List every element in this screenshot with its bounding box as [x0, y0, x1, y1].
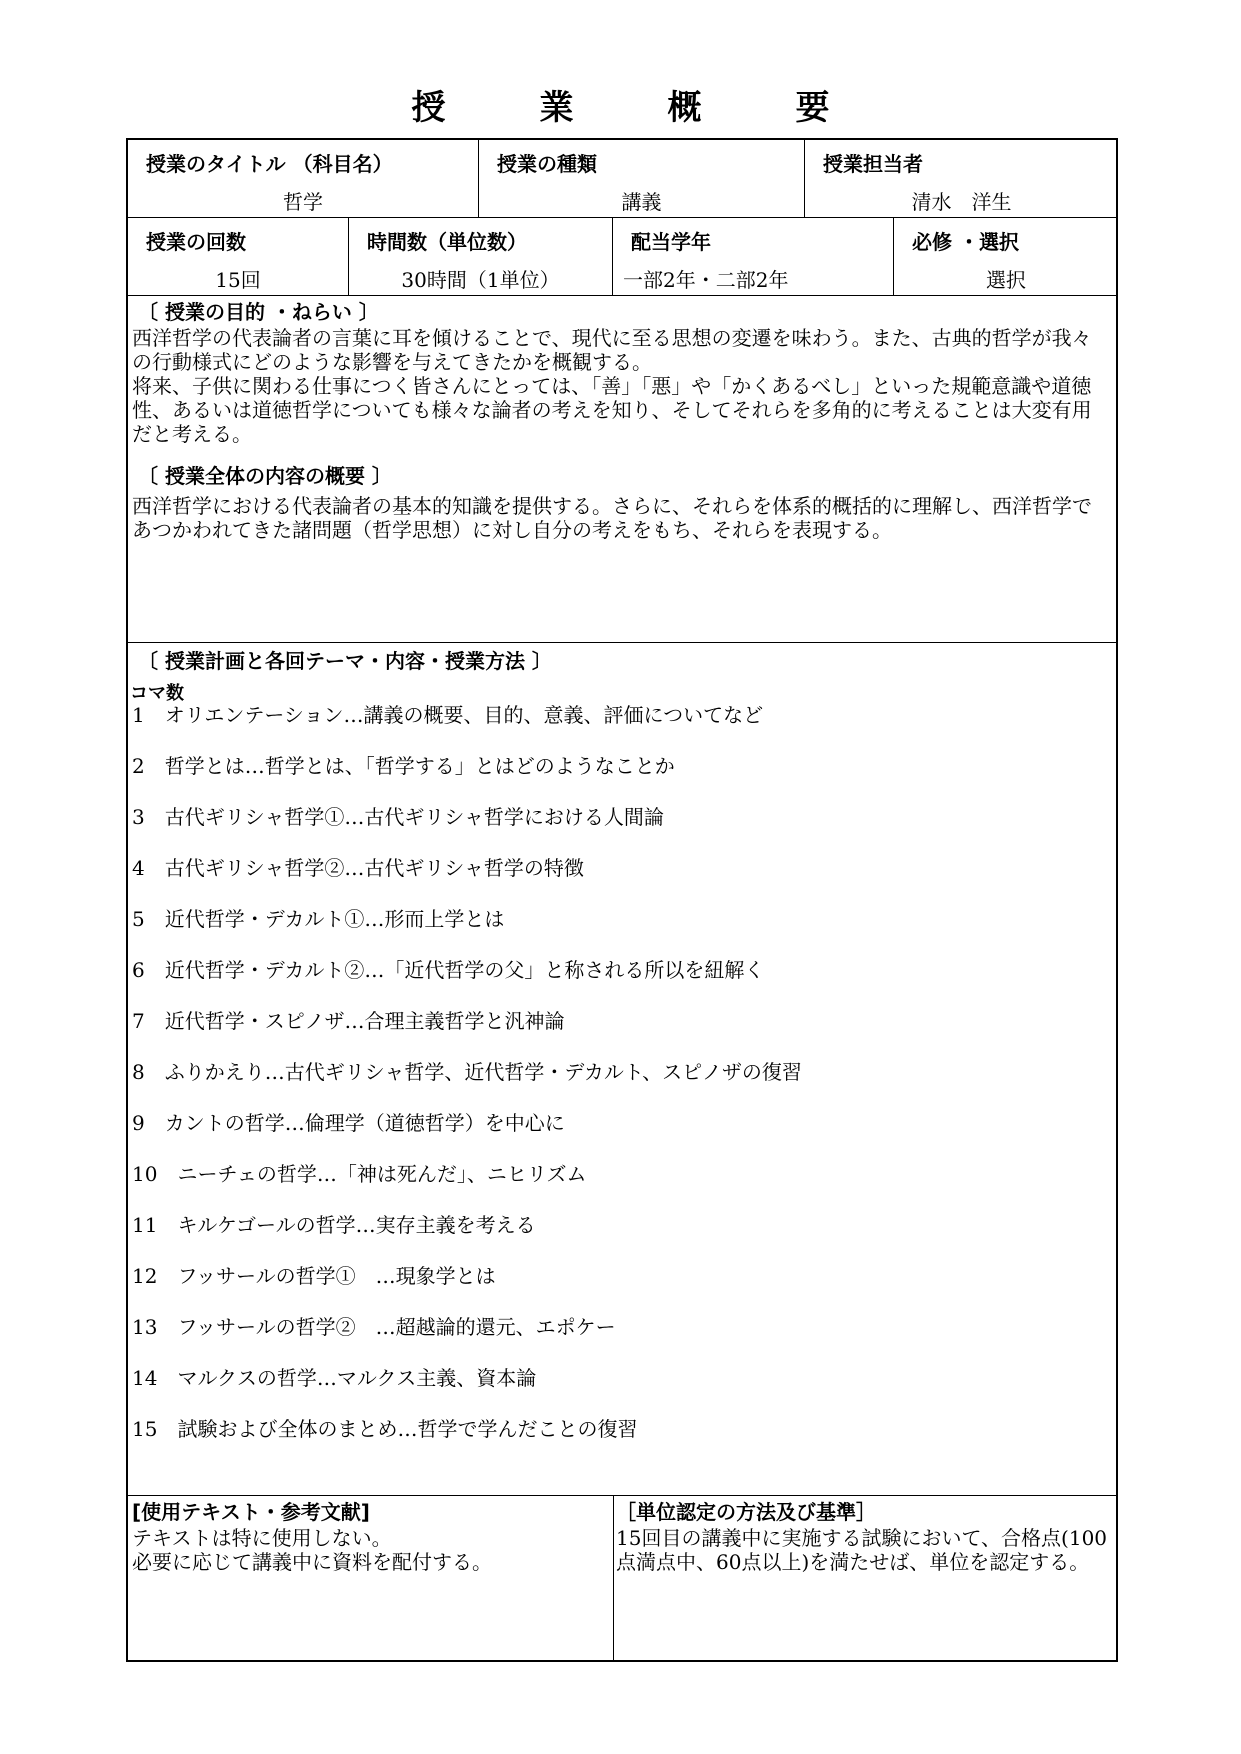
plan-item-5: 5 近代哲学・デカルト①…形而上学とは — [132, 907, 505, 931]
bottom-section — [128, 1496, 1116, 1662]
grading-heading: ［単位認定の方法及び基準］ — [616, 1500, 876, 1524]
header-row-2 — [128, 218, 1116, 296]
plan-item-11: 11 キルケゴールの哲学…実存主義を考える — [132, 1213, 536, 1237]
sessions-label: 授業の回数 — [146, 230, 246, 254]
plan-item-1: 1 オリエンテーション…講義の概要、目的、意義、評価についてなど — [132, 703, 764, 727]
required-value: 選択 — [986, 268, 1026, 292]
course-type-label: 授業の種類 — [497, 152, 597, 176]
required-cell — [894, 218, 1118, 295]
header-row-1 — [128, 140, 1116, 218]
course-title-cell — [128, 140, 479, 217]
textbooks-heading: [使用テキスト・参考文献] — [132, 1500, 370, 1524]
plan-item-4: 4 古代ギリシャ哲学②…古代ギリシャ哲学の特徴 — [132, 856, 584, 880]
textbooks-line-1: テキストは特に使用しない。 — [132, 1526, 392, 1550]
sessions-value: 15回 — [215, 268, 261, 292]
course-type-cell — [479, 140, 805, 217]
hours-cell — [349, 218, 613, 295]
textbooks-cell — [128, 1496, 614, 1662]
course-outline-table — [126, 138, 1118, 1662]
course-title-label: 授業のタイトル （科目名） — [146, 152, 393, 176]
plan-item-15: 15 試験および全体のまとめ…哲学で学んだことの復習 — [132, 1417, 638, 1441]
course-type-value: 講義 — [621, 190, 662, 214]
purpose-paragraph-1: 西洋哲学の代表論者の言葉に耳を傾けることで、現代に至る思想の変遷を味わう。また、古典的哲学が我々の行動様式にどのような影響を与えてきたかを概観する。 — [132, 326, 1092, 374]
grade-value: 一部2年・二部2年 — [623, 268, 789, 292]
instructor-cell — [805, 140, 1118, 217]
grading-text: 15回目の講義中に実施する試験において、合格点(100点満点中、60点以上)を満たせば、単位を認定する。 — [616, 1526, 1108, 1574]
plan-heading: 〔 授業計画と各回テーマ・内容・授業方法 〕 — [138, 649, 552, 673]
instructor-value: 清水 洋生 — [911, 190, 1012, 214]
purpose-overview-section — [128, 296, 1116, 643]
plan-item-7: 7 近代哲学・スピノザ…合理主義哲学と汎神論 — [132, 1009, 565, 1033]
plan-item-10: 10 ニーチェの哲学…「神は死んだ」、ニヒリズム — [132, 1162, 587, 1186]
textbooks-line-2: 必要に応じて講義中に資料を配付する。 — [132, 1550, 492, 1574]
plan-item-2: 2 哲学とは…哲学とは、「哲学する」とはどのようなことか — [132, 754, 675, 778]
plan-item-8: 8 ふりかえり…古代ギリシャ哲学、近代哲学・デカルト、スピノザの復習 — [132, 1060, 802, 1084]
hours-value: 30時間（1単位） — [401, 268, 560, 292]
plan-item-14: 14 マルクスの哲学…マルクス主義、資本論 — [132, 1366, 537, 1390]
purpose-heading: 〔 授業の目的 ・ねらい 〕 — [138, 300, 379, 324]
grading-cell — [614, 1496, 1118, 1662]
plan-item-9: 9 カントの哲学…倫理学（道徳哲学）を中心に — [132, 1111, 565, 1135]
plan-item-12: 12 フッサールの哲学① …現象学とは — [132, 1264, 496, 1288]
komasu-label: コマ数 — [130, 683, 184, 704]
grade-label: 配当学年 — [631, 230, 711, 254]
grade-cell — [613, 218, 894, 295]
plan-item-6: 6 近代哲学・デカルト②…「近代哲学の父」と称される所以を紐解く — [132, 958, 765, 982]
overview-text: 西洋哲学における代表論者の基本的知識を提供する。さらに、それらを体系的概括的に理解し、西洋哲学であつかわれてきた諸問題（哲学思想）に対し自分の考えをもち、それらを表現する。 — [132, 494, 1092, 542]
plan-item-13: 13 フッサールの哲学② …超越論的還元、エポケー — [132, 1315, 616, 1339]
hours-label: 時間数（単位数） — [367, 230, 527, 254]
overview-heading: 〔 授業全体の内容の概要 〕 — [138, 464, 392, 488]
sessions-cell — [128, 218, 349, 295]
purpose-paragraph-2: 将来、子供に関わる仕事につく皆さんにとっては、「善」「悪」や「かくあるべし」といった規範意識や道徳性、あるいは道徳哲学についても様々な論者の考えを知り、そしてそれらを多角的に考えることは大変有用だと考える。 — [132, 374, 1092, 446]
page-title: 授 業 概 要 — [411, 88, 860, 128]
instructor-label: 授業担当者 — [823, 152, 923, 176]
course-title-value: 哲学 — [283, 190, 323, 214]
plan-section — [128, 643, 1116, 1496]
required-label: 必修 ・選択 — [912, 230, 1019, 254]
plan-item-3: 3 古代ギリシャ哲学①…古代ギリシャ哲学における人間論 — [132, 805, 664, 829]
